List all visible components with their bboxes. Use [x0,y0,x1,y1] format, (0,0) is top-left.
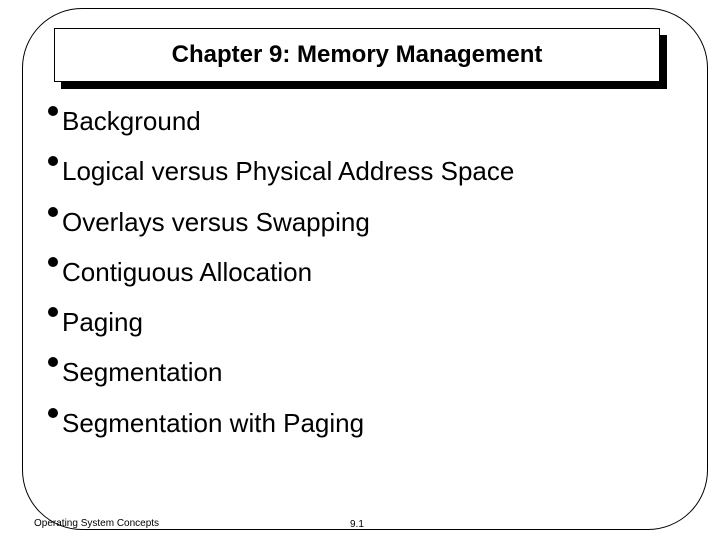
list-item [48,402,514,452]
footer-page-number: 9.1 [350,519,364,530]
bullet-text: Logical versus Physical Address Space [62,156,515,187]
bullet-dot-icon [48,408,58,418]
bullet-text: Overlays versus Swapping [62,206,370,237]
list-item [48,351,514,401]
bullet-text: Contiguous Allocation [62,256,313,287]
bullet-text: Segmentation [62,357,223,388]
bullet-dot-icon [48,307,58,317]
footer-book-title: Operating System Concepts [34,518,160,529]
list-item [48,251,514,301]
bullet-text: Segmentation with Paging [62,407,365,438]
list-item [48,150,514,200]
bullet-text: Background [62,106,201,136]
bullet-dot-icon [48,207,58,217]
bullet-dot-icon [48,357,58,367]
bullet-dot-icon [48,156,58,166]
list-item [48,100,514,150]
bullet-dot-icon [48,106,58,116]
bullet-list [48,100,514,452]
bullet-text: Paging [62,307,143,338]
list-item [48,301,514,351]
title-box [54,28,660,82]
bullet-dot-icon [48,257,58,267]
slide-title: Chapter 9: Memory Management [171,41,543,68]
list-item [48,201,514,251]
